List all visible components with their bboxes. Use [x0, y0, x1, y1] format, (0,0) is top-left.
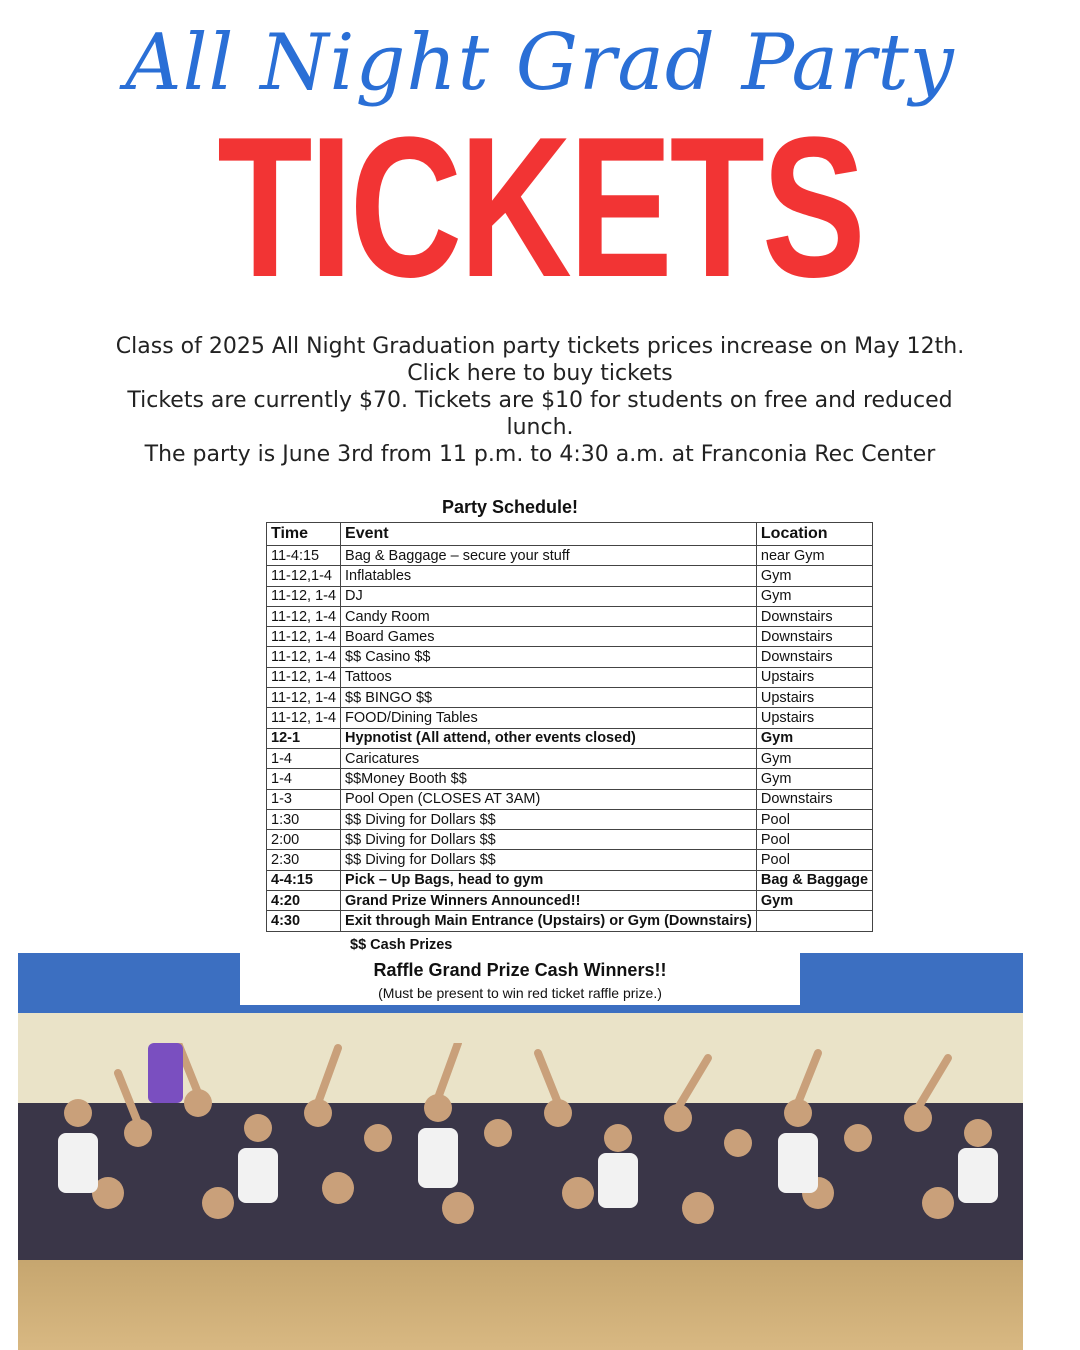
cell-event: Bag & Baggage – secure your stuff — [341, 546, 757, 566]
cell-location: Upstairs — [756, 688, 872, 708]
party-photo — [18, 953, 1023, 1350]
intro-text — [100, 333, 980, 468]
cell-time: 11-12, 1-4 — [267, 667, 341, 687]
cell-event: Tattoos — [341, 667, 757, 687]
cell-location: Gym — [756, 769, 872, 789]
cell-event: Candy Room — [341, 606, 757, 626]
cell-event: $$ Diving for Dollars $$ — [341, 830, 757, 850]
table-row — [267, 748, 873, 768]
cell-event: Inflatables — [341, 566, 757, 586]
cell-location: Upstairs — [756, 708, 872, 728]
cell-time: 11-12,1-4 — [267, 566, 341, 586]
table-row — [267, 546, 873, 566]
cell-time: 4-4:15 — [267, 870, 341, 890]
table-row — [267, 688, 873, 708]
intro-line-1[interactable]: Class of 2025 All Night Graduation party tickets prices increase on May 12th. Click here to buy tickets — [115, 334, 965, 386]
raffle-title: Raffle Grand Prize Cash Winners!! — [373, 960, 667, 980]
gym-floor — [18, 1260, 1023, 1350]
cell-location: Upstairs — [756, 667, 872, 687]
cell-location: Gym — [756, 566, 872, 586]
cell-time: 2:00 — [267, 830, 341, 850]
cash-prizes-label: $$ Cash Prizes — [350, 937, 453, 953]
cell-time: 12-1 — [267, 728, 341, 748]
cell-time: 2:30 — [267, 850, 341, 870]
cell-event: DJ — [341, 586, 757, 606]
table-row — [267, 809, 873, 829]
table-row — [267, 667, 873, 687]
cell-event: $$ Diving for Dollars $$ — [341, 850, 757, 870]
cell-time: 11-12, 1-4 — [267, 647, 341, 667]
cell-time: 11-12, 1-4 — [267, 708, 341, 728]
cell-location: Downstairs — [756, 627, 872, 647]
raffle-note: (Must be present to win red ticket raffle prize.) — [378, 985, 662, 1001]
table-row — [267, 911, 873, 931]
cell-location: Gym — [756, 891, 872, 911]
schedule-table — [266, 522, 873, 932]
cell-event: Exit through Main Entrance (Upstairs) or Gym (Downstairs) — [341, 911, 757, 931]
cell-location: Gym — [756, 748, 872, 768]
cell-time: 1-3 — [267, 789, 341, 809]
cell-event: Pick – Up Bags, head to gym — [341, 870, 757, 890]
cell-time: 1:30 — [267, 809, 341, 829]
cell-event: Hypnotist (All attend, other events closed) — [341, 728, 757, 748]
table-row — [267, 566, 873, 586]
table-row — [267, 627, 873, 647]
table-row — [267, 728, 873, 748]
table-row — [267, 769, 873, 789]
cell-time: 4:20 — [267, 891, 341, 911]
intro-line-2: Tickets are currently $70. Tickets are $10 for students on free and reduced lunch. — [127, 388, 953, 440]
cell-location: Gym — [756, 586, 872, 606]
cell-time: 1-4 — [267, 748, 341, 768]
cell-location: Downstairs — [756, 606, 872, 626]
schedule-title: Party Schedule! — [441, 497, 579, 517]
crowd-illustration — [18, 1043, 1023, 1293]
cell-location: Bag & Baggage — [756, 870, 872, 890]
cell-time: 11-12, 1-4 — [267, 606, 341, 626]
cell-event: Pool Open (CLOSES AT 3AM) — [341, 789, 757, 809]
header-event: Event — [341, 523, 757, 546]
table-row — [267, 850, 873, 870]
schedule-header-row — [267, 523, 873, 546]
header-location: Location — [756, 523, 872, 546]
cell-event: Caricatures — [341, 748, 757, 768]
cell-time: 11-4:15 — [267, 546, 341, 566]
cell-time: 11-12, 1-4 — [267, 627, 341, 647]
cell-event: $$ Diving for Dollars $$ — [341, 809, 757, 829]
cell-location: Pool — [756, 830, 872, 850]
cell-location: Gym — [756, 728, 872, 748]
tickets-heading: TICKETS — [217, 96, 863, 319]
cell-event: $$ Casino $$ — [341, 647, 757, 667]
cell-event: Grand Prize Winners Announced!! — [341, 891, 757, 911]
table-row — [267, 891, 873, 911]
table-row — [267, 870, 873, 890]
cell-location: Pool — [756, 809, 872, 829]
cell-event: Board Games — [341, 627, 757, 647]
header-time: Time — [267, 523, 341, 546]
cell-event: $$ BINGO $$ — [341, 688, 757, 708]
cell-time: 4:30 — [267, 911, 341, 931]
cell-location — [756, 911, 872, 931]
cell-event: FOOD/Dining Tables — [341, 708, 757, 728]
cell-location: near Gym — [756, 546, 872, 566]
script-title: All Night Grad Party — [125, 18, 955, 108]
cell-event: $$Money Booth $$ — [341, 769, 757, 789]
cell-time: 11-12, 1-4 — [267, 688, 341, 708]
table-row — [267, 708, 873, 728]
cell-location: Pool — [756, 850, 872, 870]
intro-line-3: The party is June 3rd from 11 p.m. to 4:30 a.m. at Franconia Rec Center — [144, 442, 936, 467]
table-row — [267, 586, 873, 606]
cell-time: 11-12, 1-4 — [267, 586, 341, 606]
table-row — [267, 647, 873, 667]
table-row — [267, 789, 873, 809]
cell-location: Downstairs — [756, 789, 872, 809]
cell-time: 1-4 — [267, 769, 341, 789]
schedule-card — [240, 495, 869, 1005]
table-row — [267, 830, 873, 850]
cell-location: Downstairs — [756, 647, 872, 667]
table-row — [267, 606, 873, 626]
